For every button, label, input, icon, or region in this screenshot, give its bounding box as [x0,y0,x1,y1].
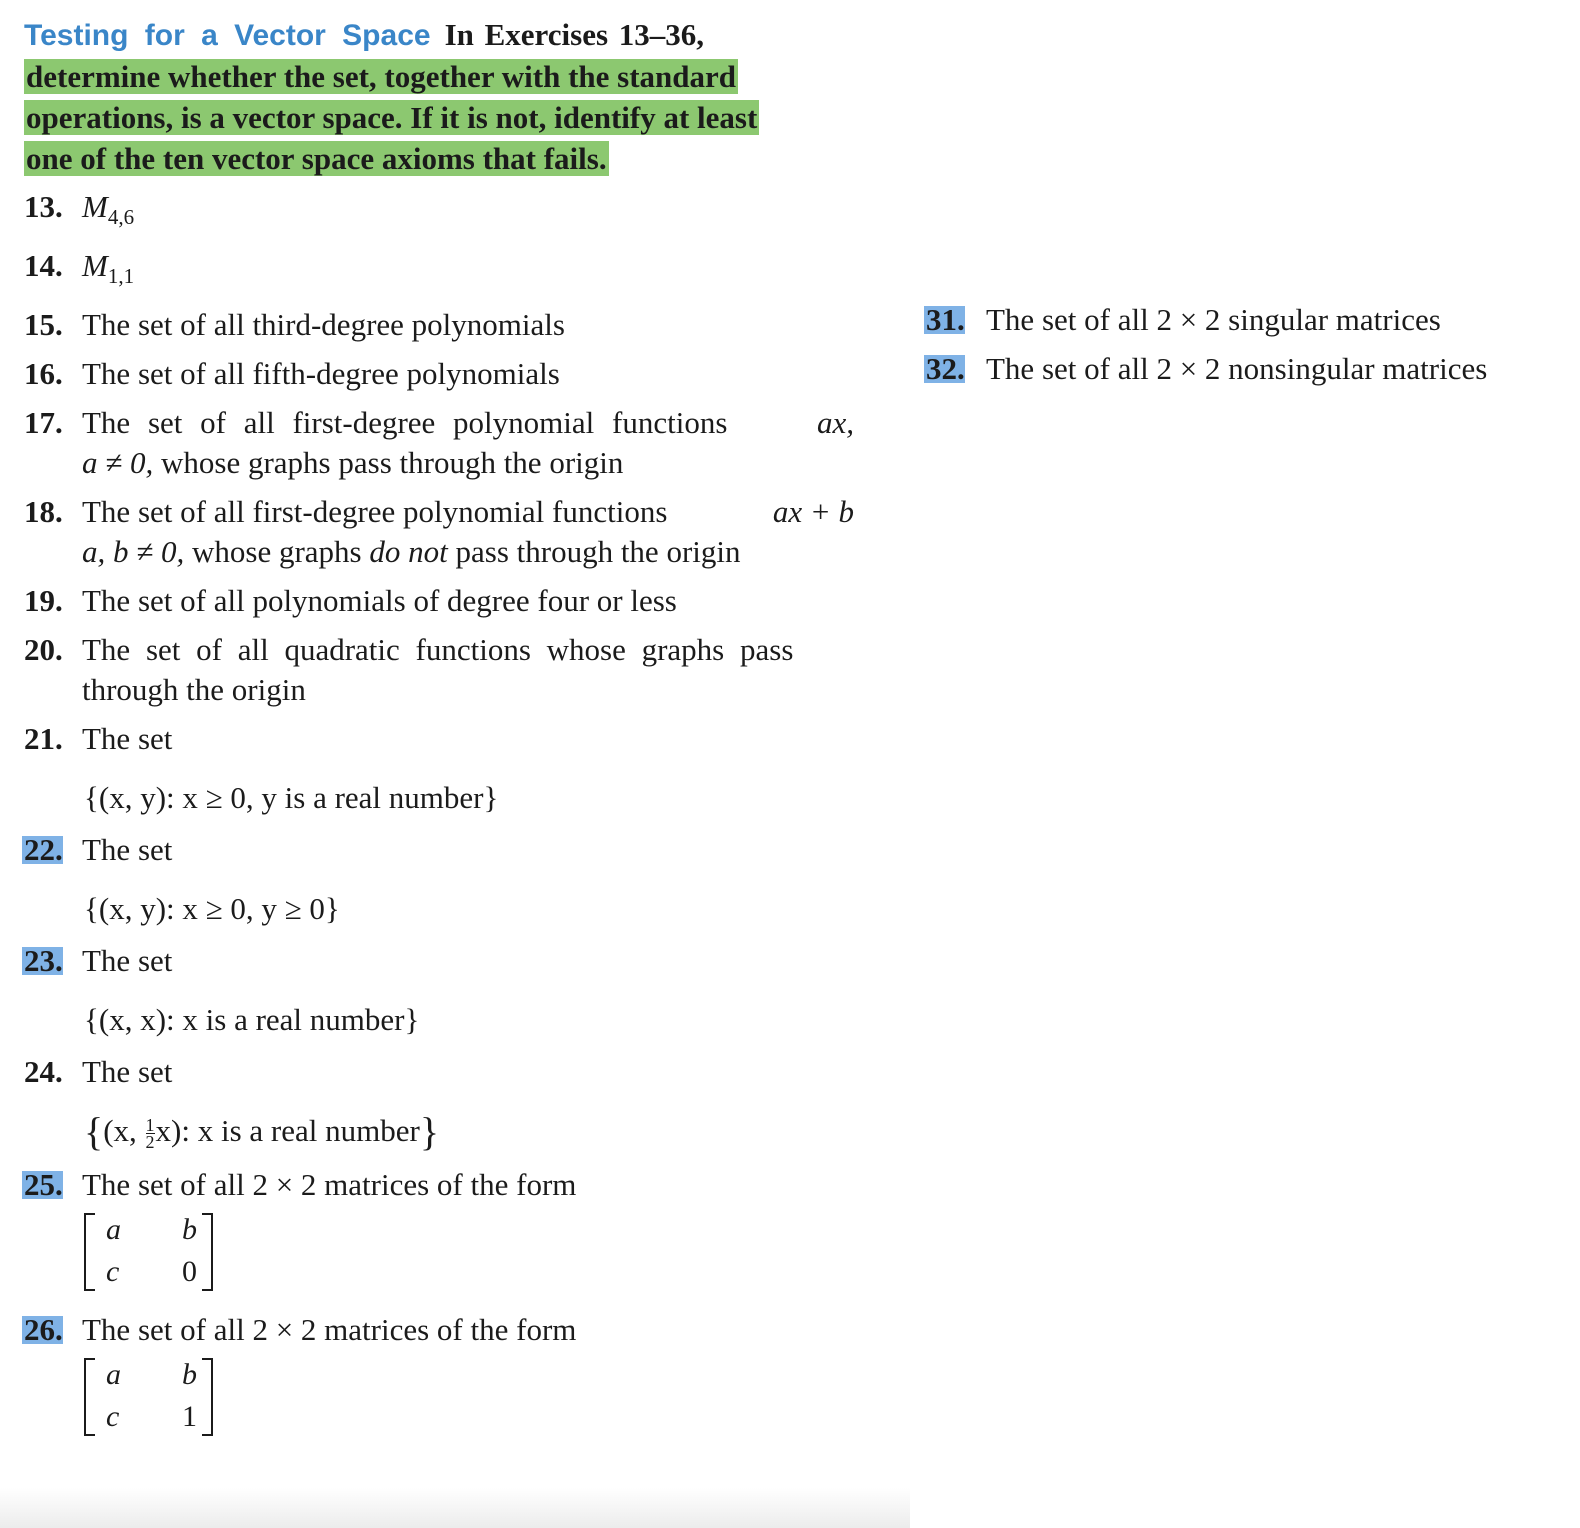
exercise-text: The set of all 2 × 2 nonsingular matrices [986,351,1488,386]
fraction-denominator: 2 [145,1132,155,1153]
matrix-left-bracket [84,1213,95,1291]
set-suffix: x): x is a real number [155,1113,420,1148]
exercise-text: The set [82,943,173,978]
exercise-text-line-1: The set of all first-degree polynomial functions [82,405,728,440]
exercise-number: 17. [24,405,63,440]
right-brace: } [419,1109,440,1154]
matrix-2x2 [82,1213,212,1291]
exercise-number-period: . [957,351,965,386]
set-definition: {(x, y): x ≥ 0, y is a real number} [84,780,499,815]
matrix-2x2 [82,1358,212,1436]
exercise-text-line-2: through the origin [82,672,306,707]
exercise-18 [24,494,854,569]
exercise-26 [24,1312,854,1440]
exercise-24 [24,1054,854,1154]
exercise-text: The set [82,721,173,756]
exercise-number: 24. [24,1054,63,1089]
intro-lead: In Exercises 13–36, [444,17,705,52]
matrix-right-bracket [202,1213,213,1291]
section-intro [24,14,854,179]
matrix-space-symbol: M [82,248,108,283]
exercise-22 [24,832,854,926]
matrix-left-bracket [84,1358,95,1436]
exercise-math: a ≠ 0, [82,445,154,480]
exercise-math: ax + b [772,494,854,529]
exercise-text-line-1: The set of all quadratic functions whose graphs pass [82,632,794,667]
exercise-text: The set [82,832,173,867]
matrix-cell-d: 0 [182,1255,197,1289]
matrix-cell-c: c [106,1400,120,1434]
intro-highlight-line-1: determine whether the set, together with the standard [26,59,737,94]
exercise-text: The set [82,1054,173,1089]
exercise-number-period: . [55,1167,63,1203]
matrix-cell-b: b [182,1358,197,1392]
exercise-19 [24,583,854,618]
exercise-number-digits: 31 [926,302,957,337]
left-column [24,14,854,1461]
exercise-number-highlighted [22,943,63,978]
intro-highlight-line-2: operations, is a vector space. If it is not, identify at least [26,100,758,135]
exercise-32 [926,351,1566,386]
exercise-number: 14. [24,248,63,283]
exercise-number-digits: 23 [24,943,55,978]
set-definition: {(x, x): x is a real number} [84,1002,420,1037]
exercise-number-highlighted [924,351,965,386]
matrix-cell-a: a [106,1358,121,1392]
matrix-cell-c: c [106,1255,120,1289]
exercise-25 [24,1167,854,1295]
matrix-space-symbol: M [82,189,108,224]
matrix-cell-b: b [182,1213,197,1247]
exercise-number-period: . [55,943,63,978]
exercise-20 [24,632,854,707]
exercise-number-digits: 26 [24,1312,55,1348]
exercise-16 [24,356,854,391]
exercise-text: The set of all fifth-degree polynomials [82,356,560,391]
exercise-number: 19. [24,583,63,618]
exercise-text: The set of all 2 × 2 singular matrices [986,302,1441,337]
exercise-number: 18. [24,494,63,529]
exercise-number-highlighted [924,302,965,337]
exercise-13 [24,189,854,231]
exercise-number-digits: 22 [24,832,55,867]
exercise-14 [24,248,854,290]
exercise-text: The set of all third-degree polynomials [82,307,565,342]
exercise-number: 20. [24,632,63,667]
set-prefix: (x, [103,1113,137,1148]
exercise-emphasis: do not [369,534,448,569]
page-bottom-shadow [0,1488,910,1528]
matrix-space-subscript: 4,6 [107,205,135,229]
exercise-text: The set of all 2 × 2 matrices of the form [82,1312,577,1348]
matrix-space-subscript: 1,1 [107,264,135,288]
exercise-number-digits: 25 [24,1167,55,1203]
exercise-31 [926,302,1566,337]
fraction-one-half [145,1115,155,1153]
exercise-number: 15. [24,307,63,342]
exercise-number: 16. [24,356,63,391]
fraction-numerator: 1 [145,1115,155,1136]
exercise-text-line-2a: whose graphs [192,534,362,569]
exercise-text: The set of all polynomials of degree four or less [82,583,677,618]
set-definition: {(x, y): x ≥ 0, y ≥ 0} [84,891,340,926]
set-definition [82,1109,854,1154]
matrix-right-bracket [202,1358,213,1436]
matrix-cell-d: 1 [182,1400,197,1434]
exercise-number-highlighted [22,832,63,867]
exercise-text: The set of all 2 × 2 matrices of the form [82,1167,577,1203]
exercise-number-highlighted [22,1167,63,1203]
exercise-number: 21. [24,721,63,756]
matrix-cell-a: a [106,1213,121,1247]
exercise-23 [24,943,854,1037]
exercise-number-period: . [55,832,63,867]
exercise-number-period: . [957,302,965,337]
exercise-number: 13. [24,189,63,224]
exercise-15 [24,307,854,342]
exercise-text-line-2b: pass through the origin [455,534,741,569]
exercise-text-line-2: whose graphs pass through the origin [161,445,624,480]
right-column [926,302,1566,404]
exercise-math: a, b ≠ 0, [82,534,185,569]
exercise-math: ax, [816,405,854,440]
exercise-number-period: . [55,1312,63,1348]
exercise-17 [24,405,854,480]
section-heading: Testing for a Vector Space [24,19,431,52]
exercise-text-line-1: The set of all first-degree polynomial functions [82,494,668,529]
exercise-21 [24,721,854,815]
exercise-number-digits: 32 [926,351,957,386]
intro-highlight-line-3: one of the ten vector space axioms that fails. [26,141,607,176]
left-brace: { [84,1109,104,1154]
exercise-number-highlighted [22,1312,63,1348]
